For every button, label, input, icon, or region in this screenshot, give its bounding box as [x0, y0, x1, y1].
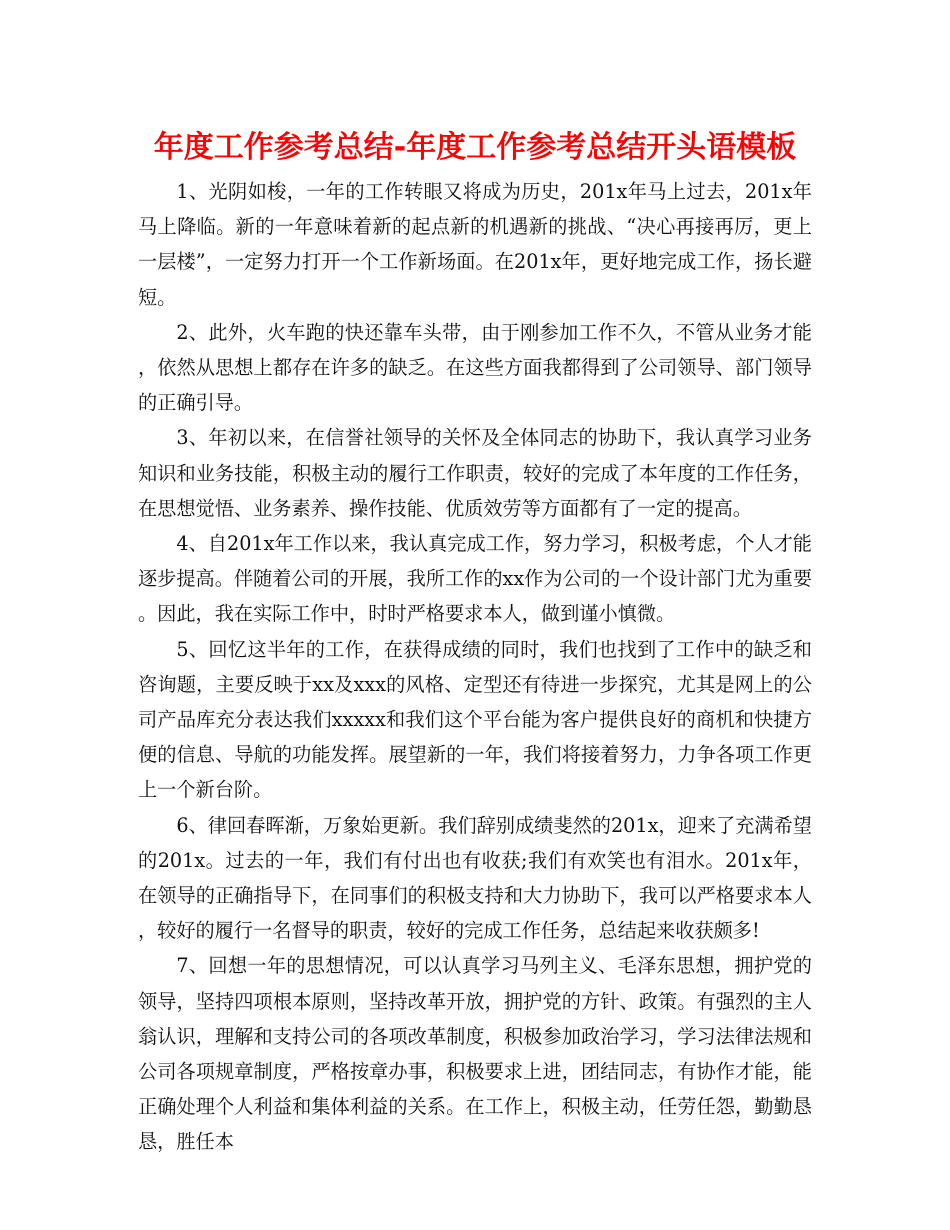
paragraph-6: 6、律回春晖渐，万象始更新。我们辞别成绩斐然的201x，迎来了充满希望的201x。过去的一年，我们有付出也有收获;我们有欢笑也有泪水。201x年，在领导的正确指导下，在同事们的积极支持和大力协助下，我可以严格要求本人，较好的履行一名督导的职责，较好的完成工作任务，总结起来收获颇多! [138, 813, 812, 943]
document-title: 年度工作参考总结-年度工作参考总结开头语模板 [153, 130, 797, 165]
paragraph-1: 1、光阴如梭，一年的工作转眼又将成为历史，201x年马上过去，201x年马上降临。新的一年意味着新的起点新的机遇新的挑战、“决心再接再厉，更上一层楼”，一定努力打开一个工作新场面。在201x年，更好地完成工作，扬长避短。 [138, 180, 812, 309]
paragraph-4: 4、自201x年工作以来，我认真完成工作，努力学习，积极考虑，个人才能逐步提高。伴随着公司的开展，我所工作的xx作为公司的一个设计部门尤为重要。因此，我在实际工作中，时时严格要求本人，做到谨小慎微。 [138, 532, 813, 626]
paragraph-5: 5、回忆这半年的工作，在获得成绩的同时，我们也找到了工作中的缺乏和咨询题，主要反映于xx及xxx的风格、定型还有待进一步探究，尤其是网上的公司产品库充分表达我们xxxxx和我们这个平台能为客户提供良好的商机和快捷方便的信息、导航的功能发挥。展望新的一年，我们将接着努力，力争各项工作更上一个新台阶。 [138, 637, 812, 802]
paragraph-3: 3、年初以来，在信誉社领导的关怀及全体同志的协助下，我认真学习业务知识和业务技能，积极主动的履行工作职责，较好的完成了本年度的工作任务，在思想觉悟、业务素养、操作技能、优质效劳等方面都有了一定的提高。 [138, 426, 812, 520]
paragraph-7: 7、回想一年的思想情况，可以认真学习马列主义、毛泽东思想，拥护党的领导，坚持四项根本原则，坚持改革开放，拥护党的方针、政策。有强烈的主人翁认识，理解和支持公司的各项改革制度，积极参加政治学习，学习法律法规和公司各项规章制度，严格按章办事，积极要求上进，团结同志，有协作才能，能正确处理个人利益和集体利益的关系。在工作上，积极主动，任劳任怨，勤勤恳恳，胜任本 [138, 954, 812, 1154]
paragraph-2: 2、此外，火车跑的快还靠车头带，由于刚参加工作不久，不管从业务才能，依然从思想上都存在许多的缺乏。在这些方面我都得到了公司领导、部门领导的正确引导。 [138, 320, 812, 415]
